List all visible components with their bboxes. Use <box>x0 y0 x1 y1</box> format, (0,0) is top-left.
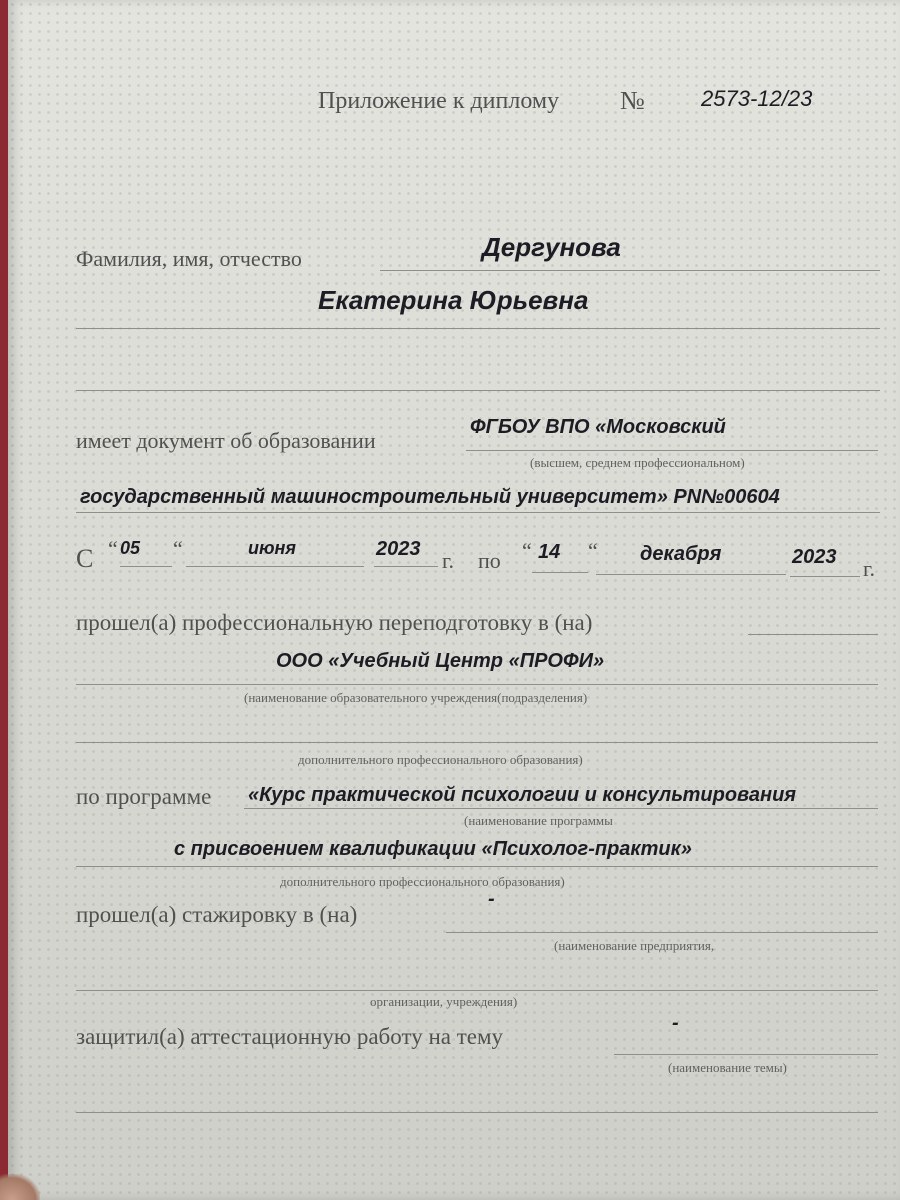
retraining-line-0 <box>748 634 878 635</box>
thesis-label: защитил(а) аттестационную работу на тему <box>76 1024 504 1049</box>
thesis-value: - <box>672 1012 679 1034</box>
to-year-line <box>790 576 860 577</box>
program-label: по программе <box>76 784 212 809</box>
retraining-hint-2: дополнительного профессионального образования) <box>298 752 583 767</box>
to-word: по <box>478 548 501 573</box>
diploma-appendix-page <box>8 0 900 1200</box>
education-value-1: ФГБОУ ВПО «Московский <box>470 416 726 438</box>
thesis-hint: (наименование темы) <box>668 1060 787 1075</box>
education-value-2: государственный машиностроительный университет» PN№00604 <box>80 486 780 508</box>
to-quote-open: “ <box>522 538 532 563</box>
fio-line-2 <box>76 328 880 329</box>
document-title: Приложение к диплому <box>318 88 560 114</box>
number-sign: № <box>620 86 645 115</box>
education-label: имеет документ об образовании <box>76 428 376 453</box>
internship-hint-2: организации, учреждения) <box>370 994 518 1009</box>
to-day-line <box>532 572 588 573</box>
to-quote-close: “ <box>588 538 598 563</box>
internship-value: - <box>488 888 495 910</box>
from-year: 2023 <box>376 538 421 560</box>
education-line-1 <box>466 450 878 451</box>
education-line-2 <box>76 512 880 513</box>
to-day: 14 <box>538 541 561 563</box>
to-year: 2023 <box>792 546 837 568</box>
education-hint: (высшем, среднем профессиональном) <box>530 455 745 470</box>
from-year-suffix: г. <box>442 548 455 573</box>
from-day-line <box>120 566 172 567</box>
from-quote-open: “ <box>108 536 118 561</box>
internship-label: прошел(а) стажировку в (на) <box>76 902 358 927</box>
program-line-2 <box>76 866 878 867</box>
last-name: Дергунова <box>482 232 621 262</box>
fio-line-1 <box>380 270 880 271</box>
diploma-number: 2573-12/23 <box>701 86 813 111</box>
program-qualification: с присвоением квалификации «Психолог-практик» <box>174 838 692 860</box>
fio-line-3 <box>76 390 880 391</box>
from-month: июня <box>248 538 297 558</box>
retraining-line-1 <box>76 684 878 685</box>
from-year-line <box>374 566 438 567</box>
to-month-line <box>596 574 786 575</box>
retraining-hint-1: (наименование образовательного учреждения(подразделения) <box>244 690 588 705</box>
to-year-suffix: г. <box>863 556 876 581</box>
thesis-line-2 <box>76 1112 878 1113</box>
program-hint-1: (наименование программы <box>464 813 613 828</box>
to-month: декабря <box>640 543 722 565</box>
thesis-line-1 <box>614 1054 878 1055</box>
internship-line-1 <box>446 932 878 933</box>
retraining-line-2 <box>76 742 878 743</box>
program-value: «Курс практической психологии и консультирования <box>248 784 797 806</box>
internship-hint-1: (наименование предприятия, <box>554 938 715 953</box>
from-quote-close: “ <box>173 536 183 561</box>
first-middle-name: Екатерина Юрьевна <box>318 285 589 315</box>
fio-label: Фамилия, имя, отчество <box>76 246 302 271</box>
retraining-label: прошел(а) профессиональную переподготовку в (на) <box>76 610 593 635</box>
finger-edge <box>0 1174 40 1200</box>
internship-line-2 <box>76 990 878 991</box>
from-day: 05 <box>120 538 141 558</box>
from-month-line <box>186 566 364 567</box>
program-line-1 <box>244 808 878 809</box>
period-prefix: С <box>76 544 94 573</box>
retraining-value: ООО «Учебный Центр «ПРОФИ» <box>276 650 605 672</box>
program-hint-2: дополнительного профессионального образования) <box>280 874 565 889</box>
